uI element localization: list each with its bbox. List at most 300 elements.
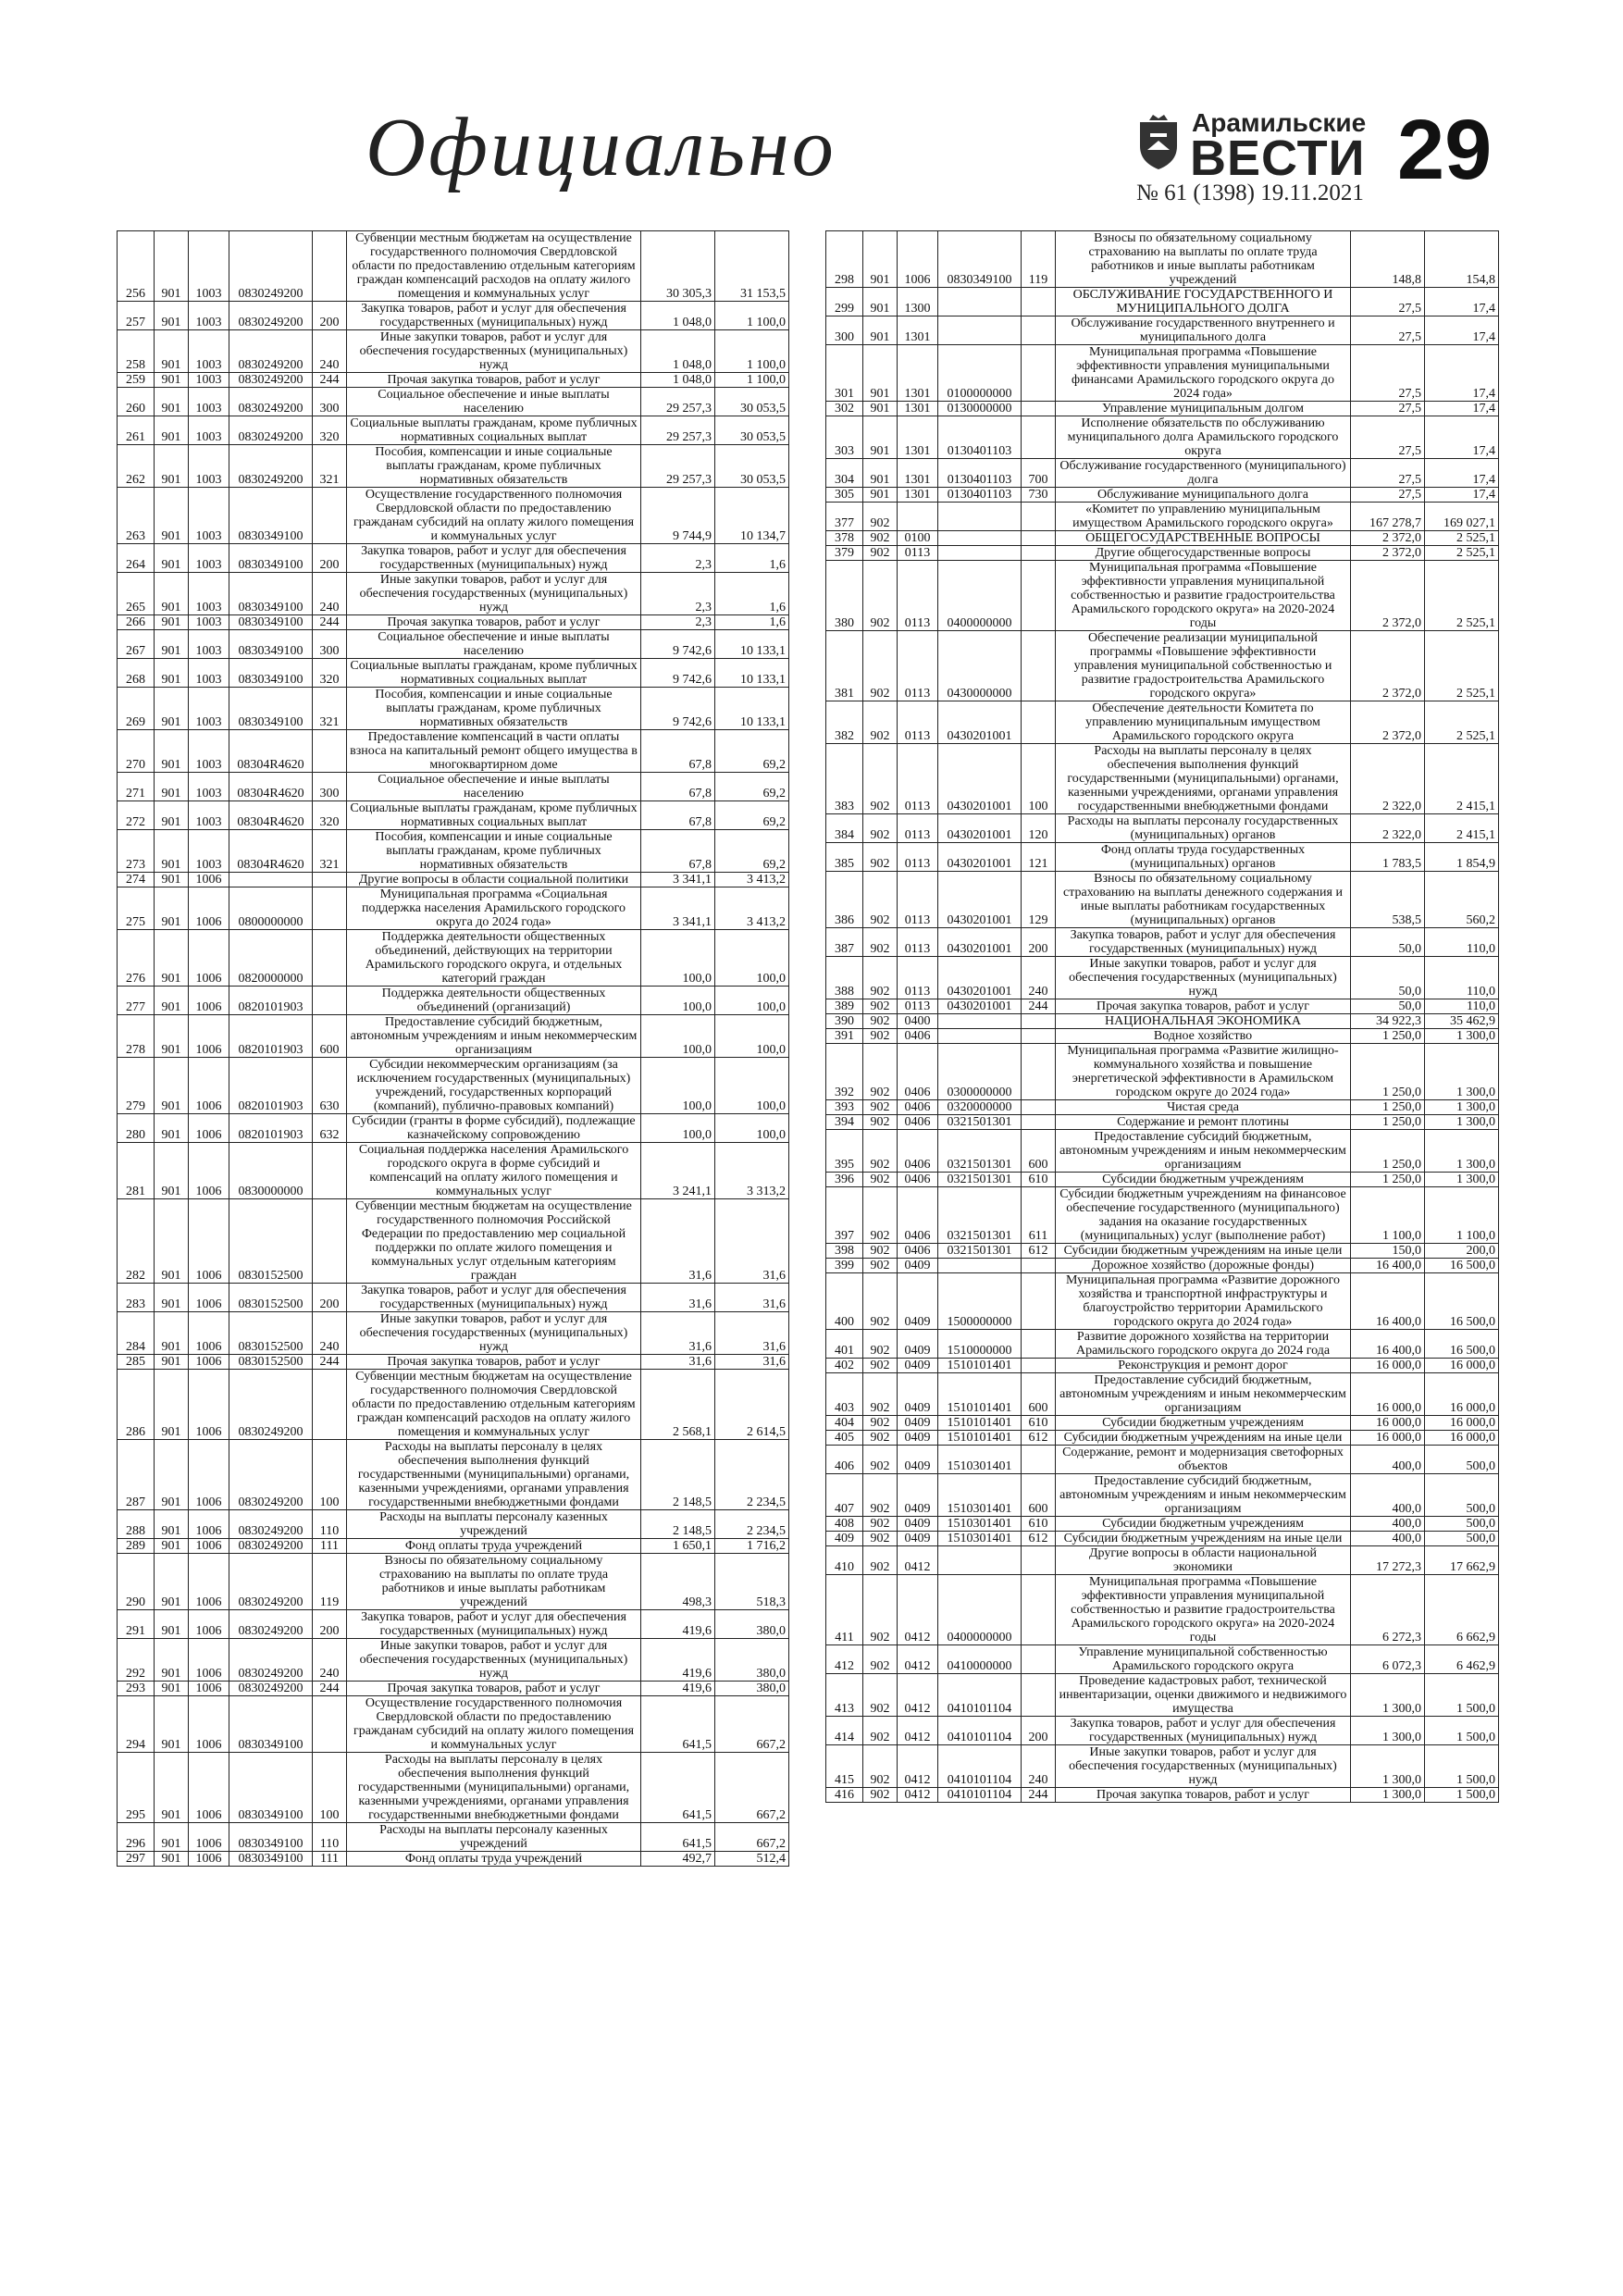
admin-code: 902 (863, 1259, 898, 1273)
expense-type (1022, 345, 1056, 402)
amount-2022: 50,0 (1351, 957, 1425, 999)
admin-code: 901 (155, 1440, 189, 1510)
row-number: 392 (826, 1044, 863, 1100)
row-description: Муниципальная программа «Повышение эффективности управления муниципальной собственностью и развитие градостроительства Арамильского городского округа» на 2020-2024 годы (1056, 1575, 1351, 1645)
table-row (118, 659, 789, 688)
section-code: 1006 (189, 1510, 229, 1539)
amount-2023: 1 300,0 (1425, 1100, 1499, 1115)
admin-code: 901 (863, 345, 898, 402)
amount-2022: 31,6 (641, 1284, 715, 1312)
expense-type (313, 231, 347, 302)
row-description: Муниципальная программа «Повышение эффективности управления муниципальными финансами Арамильского городского округа до 2024 года» (1056, 345, 1351, 402)
admin-code: 902 (863, 999, 898, 1014)
target-code: 0430201001 (938, 957, 1022, 999)
expense-type: 200 (313, 302, 347, 330)
admin-code: 901 (155, 544, 189, 573)
table-row (118, 1510, 789, 1539)
row-description: Субсидии бюджетным учреждениям (1056, 1517, 1351, 1532)
row-description: Муниципальная программа «Повышение эффективности управления муниципальной собственностью и развитие градостроительства Арамильского городского округа» на 2020-2024 годы (1056, 561, 1351, 631)
amount-2023: 3 313,2 (715, 1143, 789, 1199)
target-code: 08304R4620 (229, 773, 313, 801)
amount-2022: 2 148,5 (641, 1440, 715, 1510)
row-number: 411 (826, 1575, 863, 1645)
row-description: Чистая среда (1056, 1100, 1351, 1115)
admin-code: 901 (155, 1639, 189, 1682)
section-code: 1006 (189, 930, 229, 987)
row-description: Муниципальная программа «Развитие дорожного хозяйства и транспортной инфраструктуры и благоустройство территории Арамильского городского округа до 2024 года» (1056, 1273, 1351, 1330)
admin-code: 901 (155, 930, 189, 987)
admin-code: 902 (863, 531, 898, 546)
amount-2022: 641,5 (641, 1696, 715, 1753)
amount-2023: 69,2 (715, 801, 789, 830)
admin-code: 901 (155, 330, 189, 373)
target-code: 0830152500 (229, 1312, 313, 1355)
row-description: ОБСЛУЖИВАНИЕ ГОСУДАРСТВЕННОГО И МУНИЦИПАЛЬНОГО ДОЛГА (1056, 288, 1351, 316)
expense-type: 240 (1022, 957, 1056, 999)
row-description: Закупка товаров, работ и услуг для обеспечения государственных (муниципальных) нужд (1056, 928, 1351, 957)
amount-2023: 518,3 (715, 1554, 789, 1610)
admin-code: 902 (863, 701, 898, 744)
expense-type: 200 (1022, 1717, 1056, 1745)
admin-code: 901 (155, 445, 189, 488)
table-row (826, 814, 1499, 843)
amount-2023: 1 716,2 (715, 1539, 789, 1554)
target-code: 0830249200 (229, 416, 313, 445)
expense-type: 200 (313, 544, 347, 573)
table-row (118, 873, 789, 887)
amount-2022: 50,0 (1351, 928, 1425, 957)
amount-2023: 1 100,0 (715, 302, 789, 330)
expense-type (313, 930, 347, 987)
amount-2022: 2,3 (641, 544, 715, 573)
target-code: 0430201001 (938, 999, 1022, 1014)
admin-code: 901 (155, 987, 189, 1015)
amount-2022: 2 372,0 (1351, 546, 1425, 561)
row-number: 396 (826, 1173, 863, 1187)
section-code: 1006 (189, 1370, 229, 1440)
row-description: Дорожное хозяйство (дорожные фонды) (1056, 1259, 1351, 1273)
row-number: 298 (826, 231, 863, 288)
admin-code: 901 (863, 416, 898, 459)
admin-code: 902 (863, 843, 898, 872)
row-description: Закупка товаров, работ и услуг для обеспечения государственных (муниципальных) нужд (347, 1610, 641, 1639)
section-code: 1006 (189, 1143, 229, 1199)
table-row (826, 1575, 1499, 1645)
row-number: 405 (826, 1431, 863, 1446)
target-code (938, 503, 1022, 531)
target-code: 0321501301 (938, 1115, 1022, 1130)
amount-2022: 31,6 (641, 1355, 715, 1370)
target-code (938, 1014, 1022, 1029)
target-code: 0830349100 (938, 231, 1022, 288)
row-number: 279 (118, 1058, 155, 1114)
amount-2022: 1 783,5 (1351, 843, 1425, 872)
target-code: 0830349100 (229, 488, 313, 544)
section-code: 1003 (189, 773, 229, 801)
amount-2022: 9 744,9 (641, 488, 715, 544)
amount-2022: 400,0 (1351, 1474, 1425, 1517)
section-code: 1003 (189, 488, 229, 544)
section-code: 0113 (898, 999, 938, 1014)
table-row (826, 1446, 1499, 1474)
table-row (826, 744, 1499, 814)
amount-2023: 17,4 (1425, 416, 1499, 459)
row-description: Управление муниципальным долгом (1056, 402, 1351, 416)
amount-2022: 419,6 (641, 1682, 715, 1696)
row-description: Муниципальная программа «Социальная поддержка населения Арамильского городского округа до 2024 года» (347, 887, 641, 930)
target-code: 0321501301 (938, 1173, 1022, 1187)
row-number: 398 (826, 1244, 863, 1259)
section-code: 1003 (189, 330, 229, 373)
amount-2023: 17,4 (1425, 316, 1499, 345)
expense-type (1022, 416, 1056, 459)
section-code: 0406 (898, 1100, 938, 1115)
section-code: 1301 (898, 459, 938, 488)
amount-2023: 6 462,9 (1425, 1645, 1499, 1674)
table-row (826, 1244, 1499, 1259)
row-number: 275 (118, 887, 155, 930)
row-description: Управление муниципальной собственностью Арамильского городского округа (1056, 1645, 1351, 1674)
amount-2022: 148,8 (1351, 231, 1425, 288)
expense-type: 600 (1022, 1130, 1056, 1173)
expense-type: 610 (1022, 1416, 1056, 1431)
admin-code: 902 (863, 1115, 898, 1130)
table-row (118, 573, 789, 615)
admin-code: 902 (863, 928, 898, 957)
section-code: 1006 (189, 1284, 229, 1312)
expense-type (313, 1696, 347, 1753)
amount-2023: 380,0 (715, 1682, 789, 1696)
amount-2022: 16 400,0 (1351, 1330, 1425, 1359)
amount-2022: 1 250,0 (1351, 1044, 1425, 1100)
amount-2023: 10 133,1 (715, 659, 789, 688)
table-row (118, 1639, 789, 1682)
table-row (118, 930, 789, 987)
amount-2023: 16 500,0 (1425, 1330, 1499, 1359)
amount-2022: 16 000,0 (1351, 1373, 1425, 1416)
amount-2023: 1 500,0 (1425, 1745, 1499, 1788)
table-row (826, 402, 1499, 416)
section-code: 1006 (189, 1696, 229, 1753)
admin-code: 902 (863, 1517, 898, 1532)
admin-code: 901 (155, 630, 189, 659)
expense-type (313, 1199, 347, 1284)
row-number: 274 (118, 873, 155, 887)
admin-code: 901 (155, 1610, 189, 1639)
row-description: Другие общегосударственные вопросы (1056, 546, 1351, 561)
amount-2022: 1 250,0 (1351, 1115, 1425, 1130)
table-row (826, 1100, 1499, 1115)
amount-2022: 1 650,1 (641, 1539, 715, 1554)
expense-type (1022, 701, 1056, 744)
amount-2022: 1 048,0 (641, 330, 715, 373)
table-row (826, 288, 1499, 316)
row-number: 382 (826, 701, 863, 744)
amount-2023: 16 000,0 (1425, 1359, 1499, 1373)
row-number: 287 (118, 1440, 155, 1510)
table-row (118, 1312, 789, 1355)
amount-2022: 1 250,0 (1351, 1130, 1425, 1173)
target-code: 0300000000 (938, 1044, 1022, 1100)
row-description: Субсидии бюджетным учреждениям на иные цели (1056, 1532, 1351, 1546)
expense-type: 100 (313, 1440, 347, 1510)
target-code: 0100000000 (938, 345, 1022, 402)
row-number: 397 (826, 1187, 863, 1244)
expense-type (1022, 1273, 1056, 1330)
row-number: 272 (118, 801, 155, 830)
amount-2022: 67,8 (641, 801, 715, 830)
row-number: 415 (826, 1745, 863, 1788)
section-code: 1003 (189, 388, 229, 416)
target-code: 0430000000 (938, 631, 1022, 701)
table-row (118, 773, 789, 801)
amount-2023: 31,6 (715, 1199, 789, 1284)
row-number: 304 (826, 459, 863, 488)
row-number: 291 (118, 1610, 155, 1639)
section-code: 0412 (898, 1745, 938, 1788)
expense-type (1022, 1044, 1056, 1100)
target-code (938, 288, 1022, 316)
section-code: 1301 (898, 488, 938, 503)
target-code: 0830349100 (229, 1753, 313, 1823)
amount-2023: 1 854,9 (1425, 843, 1499, 872)
target-code: 0410101104 (938, 1788, 1022, 1803)
amount-2023: 500,0 (1425, 1532, 1499, 1546)
amount-2023: 1 500,0 (1425, 1674, 1499, 1717)
table-row (118, 330, 789, 373)
expense-type (1022, 503, 1056, 531)
table-row (826, 999, 1499, 1014)
target-code: 08304R4620 (229, 830, 313, 873)
target-code: 1510101401 (938, 1359, 1022, 1373)
budget-table-right (825, 230, 1499, 1803)
amount-2023: 2 234,5 (715, 1510, 789, 1539)
amount-2022: 2 322,0 (1351, 814, 1425, 843)
amount-2023: 380,0 (715, 1610, 789, 1639)
amount-2023: 1 100,0 (1425, 1187, 1499, 1244)
section-code: 1006 (189, 1639, 229, 1682)
amount-2023: 31,6 (715, 1312, 789, 1355)
section-code: 0406 (898, 1029, 938, 1044)
table-row (826, 503, 1499, 531)
amount-2023: 1 500,0 (1425, 1788, 1499, 1803)
amount-2022: 1 100,0 (1351, 1187, 1425, 1244)
target-code (229, 873, 313, 887)
row-description: Исполнение обязательств по обслуживанию муниципального долга Арамильского городского округа (1056, 416, 1351, 459)
expense-type (1022, 1100, 1056, 1115)
section-code: 1301 (898, 345, 938, 402)
amount-2023: 667,2 (715, 1696, 789, 1753)
amount-2023: 10 133,1 (715, 630, 789, 659)
target-code: 0830249200 (229, 1682, 313, 1696)
amount-2023: 1 100,0 (715, 373, 789, 388)
amount-2023: 69,2 (715, 830, 789, 873)
admin-code: 902 (863, 1645, 898, 1674)
section-code: 0406 (898, 1130, 938, 1173)
amount-2023: 2 525,1 (1425, 631, 1499, 701)
amount-2023: 30 053,5 (715, 445, 789, 488)
row-number: 283 (118, 1284, 155, 1312)
row-description: Муниципальная программа «Развитие жилищно-коммунального хозяйства и повышение энергетической эффективности в Арамильском городском округе до 2024 года» (1056, 1044, 1351, 1100)
target-code: 0830249200 (229, 1510, 313, 1539)
section-code: 1003 (189, 416, 229, 445)
section-code: 1006 (189, 1015, 229, 1058)
row-number: 399 (826, 1259, 863, 1273)
row-description: Закупка товаров, работ и услуг для обеспечения государственных (муниципальных) нужд (1056, 1717, 1351, 1745)
section-code: 0409 (898, 1446, 938, 1474)
section-code: 0400 (898, 1014, 938, 1029)
amount-2022: 31,6 (641, 1199, 715, 1284)
admin-code: 902 (863, 503, 898, 531)
row-number: 406 (826, 1446, 863, 1474)
table-row (118, 1284, 789, 1312)
target-code: 0830349100 (229, 573, 313, 615)
row-number: 389 (826, 999, 863, 1014)
admin-code: 901 (155, 573, 189, 615)
amount-2022: 29 257,3 (641, 388, 715, 416)
expense-type (1022, 1330, 1056, 1359)
admin-code: 902 (863, 1474, 898, 1517)
row-number: 410 (826, 1546, 863, 1575)
table-row (118, 1554, 789, 1610)
expense-type: 240 (313, 573, 347, 615)
expense-type (1022, 1645, 1056, 1674)
table-row (118, 730, 789, 773)
row-description: Расходы на выплаты персоналу в целях обеспечения выполнения функций государственными (муниципальными) органами, казенными учреждениями, органами управления государственными внебюджетными фондами (1056, 744, 1351, 814)
expense-type: 244 (313, 615, 347, 630)
target-code: 0830249200 (229, 1639, 313, 1682)
section-code (898, 503, 938, 531)
amount-2022: 419,6 (641, 1610, 715, 1639)
row-number: 268 (118, 659, 155, 688)
amount-2022: 150,0 (1351, 1244, 1425, 1259)
amount-2022: 1 250,0 (1351, 1173, 1425, 1187)
row-number: 288 (118, 1510, 155, 1539)
row-number: 271 (118, 773, 155, 801)
section-code: 1006 (189, 1355, 229, 1370)
section-code: 0113 (898, 928, 938, 957)
amount-2023: 2 415,1 (1425, 744, 1499, 814)
section-code: 0113 (898, 872, 938, 928)
section-code: 0409 (898, 1431, 938, 1446)
row-number: 270 (118, 730, 155, 773)
admin-code: 901 (155, 488, 189, 544)
target-code: 0820101903 (229, 987, 313, 1015)
amount-2022: 1 300,0 (1351, 1717, 1425, 1745)
row-description: Иные закупки товаров, работ и услуг для обеспечения государственных (муниципальных) нужд (1056, 957, 1351, 999)
expense-type: 730 (1022, 488, 1056, 503)
row-number: 280 (118, 1114, 155, 1143)
section-code: 1006 (189, 1440, 229, 1510)
expense-type (1022, 546, 1056, 561)
expense-type (313, 987, 347, 1015)
section-code: 1006 (189, 1199, 229, 1284)
table-row (826, 1187, 1499, 1244)
amount-2023: 10 133,1 (715, 688, 789, 730)
amount-2022: 2 372,0 (1351, 531, 1425, 546)
target-code: 0400000000 (938, 561, 1022, 631)
section-code: 1003 (189, 801, 229, 830)
row-description: Прочая закупка товаров, работ и услуг (1056, 999, 1351, 1014)
table-row (118, 231, 789, 302)
target-code: 0430201001 (938, 701, 1022, 744)
target-code: 0820000000 (229, 930, 313, 987)
amount-2022: 2 372,0 (1351, 561, 1425, 631)
table-row (118, 1682, 789, 1696)
expense-type: 320 (313, 801, 347, 830)
amount-2022: 641,5 (641, 1823, 715, 1852)
target-code: 0321501301 (938, 1187, 1022, 1244)
expense-type: 200 (1022, 928, 1056, 957)
admin-code: 902 (863, 1373, 898, 1416)
admin-code: 902 (863, 1044, 898, 1100)
amount-2022: 100,0 (641, 987, 715, 1015)
admin-code: 902 (863, 1532, 898, 1546)
row-description: Расходы на выплаты персоналу казенных учреждений (347, 1823, 641, 1852)
expense-type: 244 (1022, 999, 1056, 1014)
amount-2022: 1 048,0 (641, 373, 715, 388)
row-number: 413 (826, 1674, 863, 1717)
section-code: 0406 (898, 1044, 938, 1100)
table-row (118, 1199, 789, 1284)
admin-code: 902 (863, 1187, 898, 1244)
row-description: Социальные выплаты гражданам, кроме публичных нормативных социальных выплат (347, 659, 641, 688)
amount-2023: 1,6 (715, 615, 789, 630)
target-code: 0830349100 (229, 615, 313, 630)
target-code: 0800000000 (229, 887, 313, 930)
amount-2023: 1,6 (715, 544, 789, 573)
table-row (118, 1355, 789, 1370)
row-number: 379 (826, 546, 863, 561)
target-code: 0830249200 (229, 388, 313, 416)
expense-type (1022, 316, 1056, 345)
admin-code: 902 (863, 1431, 898, 1446)
target-code: 0830249200 (229, 231, 313, 302)
expense-type: 612 (1022, 1431, 1056, 1446)
row-description: Содержание и ремонт плотины (1056, 1115, 1351, 1130)
amount-2023: 1 100,0 (715, 330, 789, 373)
table-row (118, 544, 789, 573)
section-code: 1003 (189, 688, 229, 730)
amount-2022: 1 300,0 (1351, 1745, 1425, 1788)
expense-type: 632 (313, 1114, 347, 1143)
section-code: 1006 (189, 1539, 229, 1554)
amount-2023: 380,0 (715, 1639, 789, 1682)
section-code: 1003 (189, 615, 229, 630)
section-code: 0113 (898, 561, 938, 631)
expense-type: 611 (1022, 1187, 1056, 1244)
admin-code: 902 (863, 1717, 898, 1745)
amount-2023: 69,2 (715, 773, 789, 801)
row-description: Взносы по обязательному социальному страхованию на выплаты денежного содержания и иные выплаты работникам государственных (муниципальных) органов (1056, 872, 1351, 928)
row-number: 385 (826, 843, 863, 872)
amount-2023: 100,0 (715, 1058, 789, 1114)
section-code: 0409 (898, 1273, 938, 1330)
coat-of-arms-icon (1136, 113, 1181, 170)
admin-code: 901 (155, 1539, 189, 1554)
row-number: 409 (826, 1532, 863, 1546)
admin-code: 902 (863, 814, 898, 843)
amount-2023: 1 300,0 (1425, 1029, 1499, 1044)
target-code: 0430201001 (938, 814, 1022, 843)
expense-type (1022, 631, 1056, 701)
admin-code: 901 (155, 773, 189, 801)
table-row (826, 488, 1499, 503)
expense-type: 321 (313, 445, 347, 488)
section-code: 0100 (898, 531, 938, 546)
table-row (826, 1115, 1499, 1130)
admin-code: 901 (155, 1114, 189, 1143)
